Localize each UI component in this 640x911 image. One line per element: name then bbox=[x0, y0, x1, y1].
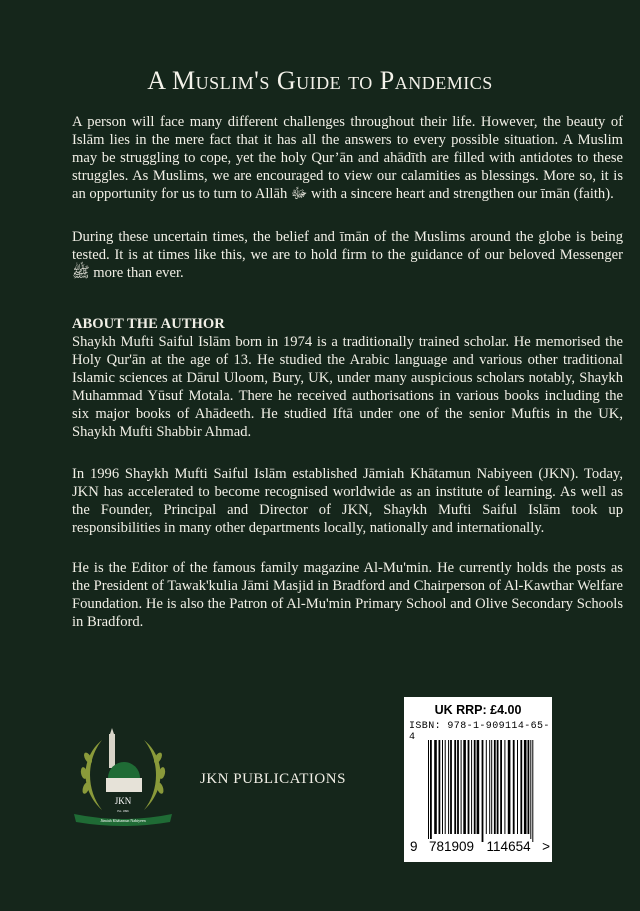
isbn-label: ISBN: 978-1-909114-65-4 bbox=[409, 721, 550, 743]
logo-est: Est. 1996 bbox=[117, 809, 129, 813]
barcode-bar bbox=[489, 740, 490, 834]
barcode-bar bbox=[517, 740, 518, 834]
barcode-bar bbox=[513, 740, 515, 834]
logo-text: JKN bbox=[114, 796, 132, 806]
barcode-digits-right: 114654 bbox=[486, 839, 531, 854]
barcode-bar bbox=[474, 740, 476, 834]
barcode-bar bbox=[471, 740, 472, 834]
barcode-bar bbox=[442, 740, 443, 834]
barcode-bar bbox=[463, 740, 466, 834]
about-author-section bbox=[72, 315, 623, 441]
author-bio-1: Shaykh Mufti Saiful Islām born in 1974 is a traditionally trained scholar. He memorised the Holy Qur'ān at the age of 13. He studied the Arabic language and various other traditional Islamic sciences at Dārul Uloom, Bury, UK, under many auspicious scholars notably, Shaykh Muhammad Yūsuf Motala. There he received authorisations in various books including the six major books of Ahādeeth. He studied Iftā under one of the senior Muftis in the UK, Shaykh Mufti Shabbir Ahmad. bbox=[72, 334, 623, 440]
logo-banner: Jāmiah Khātamun Nabiyeen bbox=[100, 818, 146, 823]
jkn-logo bbox=[72, 728, 174, 828]
barcode-bar bbox=[528, 740, 530, 834]
barcode-bar bbox=[477, 740, 480, 834]
barcode-bar bbox=[448, 740, 449, 834]
barcode-box bbox=[404, 697, 552, 862]
barcode-bar bbox=[530, 740, 531, 842]
barcode-digit: 9 bbox=[410, 839, 418, 854]
barcode-bar bbox=[454, 740, 456, 834]
barcode-bar bbox=[468, 740, 470, 834]
barcode-bar bbox=[428, 740, 429, 842]
barcode-bar bbox=[486, 740, 487, 834]
blurb-text: During these uncertain times, the belief and īmān of the Muslims around the globe is being tested. It is at times like this, we are to hold firm to the guidance of our beloved Messenger ﷺ more than ever. bbox=[72, 229, 623, 281]
barcode-bar bbox=[504, 740, 505, 834]
author-bio-3 bbox=[72, 559, 623, 631]
book-title: A Muslim's Guide to Pandemics bbox=[147, 66, 493, 95]
barcode-arrow: > bbox=[542, 839, 550, 854]
barcode-digits-left: 781909 bbox=[429, 839, 475, 854]
barcode-bar bbox=[532, 740, 533, 842]
author-bio-2 bbox=[72, 465, 623, 537]
barcode-bar bbox=[524, 740, 527, 834]
blurb-paragraph-1 bbox=[72, 113, 623, 203]
barcode-bar bbox=[450, 740, 452, 834]
author-bio-text: In 1996 Shaykh Mufti Saiful Islām established Jāmiah Khātamun Nabiyeen (JKN). Today, JKN has accelerated to become recognised worldwide as an institute of learning. As well as the Founder, Principal and Director of JKN, Shaykh Mufti Saiful Islām took up responsibilities in many other departments locally, nationally and internationally. bbox=[72, 466, 623, 536]
barcode-bar bbox=[445, 740, 446, 834]
publisher-name: JKN PUBLICATIONS bbox=[200, 771, 346, 787]
author-bio-text: He is the Editor of the famous family magazine Al-Mu'min. He currently holds the posts as the President of Tawak'kulia Jāmi Masjid in Bradford and Chairperson of Al-Kawthar Welfare Foundation. He is also the Patron of Al-Mu'min Primary School and Olive Secondary Schools in Bradford. bbox=[72, 560, 623, 630]
barcode-bar bbox=[497, 740, 499, 834]
about-author-heading: ABOUT THE AUTHOR bbox=[72, 316, 225, 332]
barcode-bar bbox=[461, 740, 462, 834]
barcode-bar bbox=[482, 740, 484, 842]
barcode-bars bbox=[428, 740, 534, 842]
barcode-bar bbox=[520, 740, 522, 834]
price-label: UK RRP: £4.00 bbox=[434, 703, 522, 717]
barcode-bar bbox=[508, 740, 511, 834]
blurb-paragraph-2 bbox=[72, 228, 623, 282]
barcode-bar bbox=[439, 740, 441, 834]
barcode-bar bbox=[494, 740, 496, 834]
barcode-bar bbox=[500, 740, 502, 834]
barcode-bar bbox=[491, 740, 492, 834]
barcode-bar bbox=[430, 740, 432, 842]
blurb-text: A person will face many different challenges throughout their life. However, the beauty of Islām lies in the mere fact that it has all the answers to every possible situation. A Muslim may be struggling to cope, yet the holy Qur’ān and ahādīth are filled with antidotes to these struggles. As Muslims, we are encouraged to view our calamities as blessings. More so, it is an opportunity for us to turn to Allāh ﷻ with a sincere heart and strengthen our īmān (faith). bbox=[72, 114, 623, 202]
barcode-bar bbox=[434, 740, 437, 834]
barcode-bar bbox=[457, 740, 459, 834]
